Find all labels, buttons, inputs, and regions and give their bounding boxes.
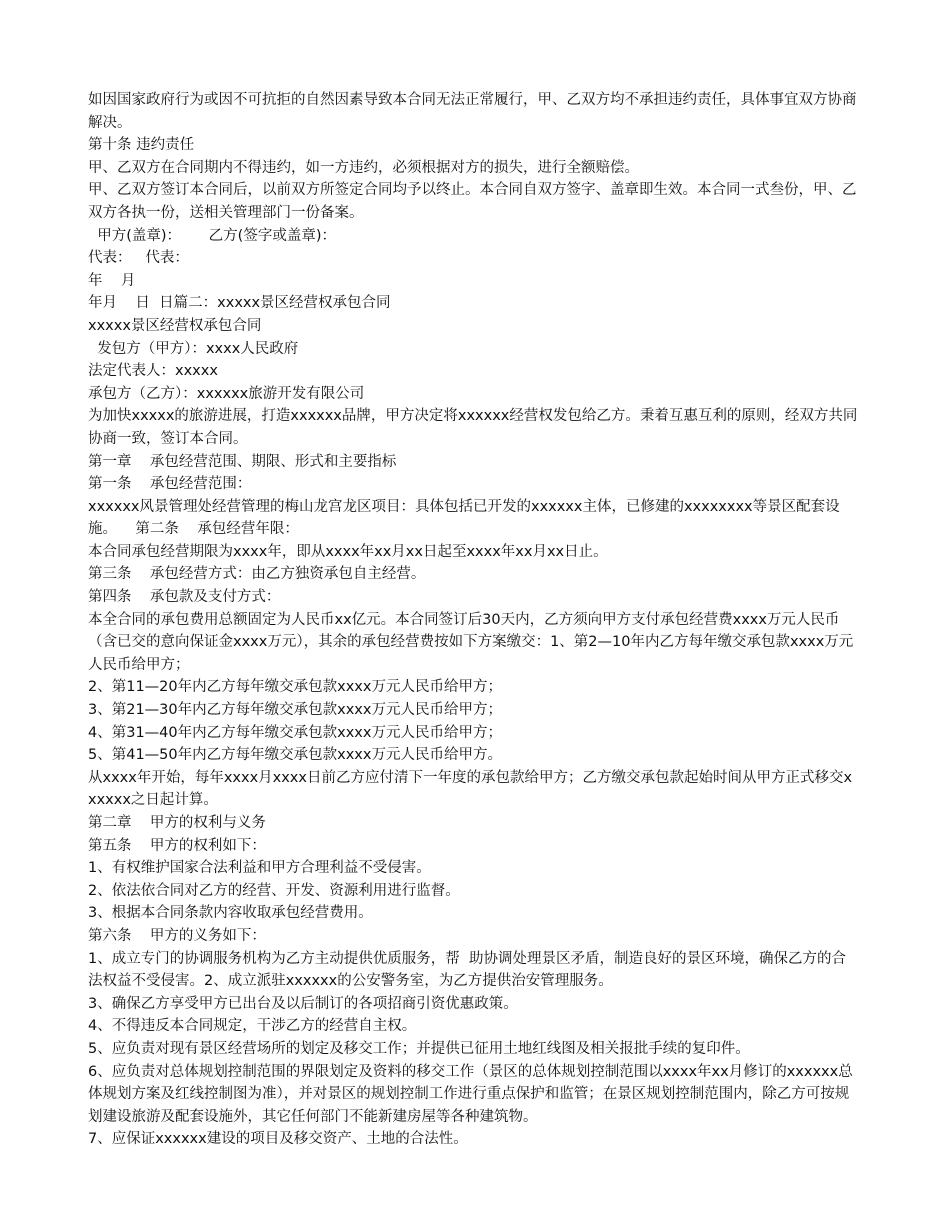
list-item: 5、应负责对现有景区经营场所的划定及移交工作；并提供已征用土地红线图及相关报批手续的复印件。	[88, 1040, 750, 1057]
article-heading: 第六条 甲方的义务如下：	[88, 927, 266, 944]
date-line: 年 月	[88, 272, 136, 289]
paragraph: 本全合同的承包费用总额固定为人民币xx亿元。本合同签订后30天内，乙方须向甲方支付承包经营费xxxx万元人民币（含已交的意向保证金xxxx万元），其余的承包经营费按如下方案缴交：1、第2—10年内乙方每年缴交承包款xxxx万元人民币给甲方；	[88, 611, 854, 673]
article-heading: 第五条 甲方的权利如下：	[88, 837, 266, 854]
article-heading: 第十条 违约责任	[88, 137, 195, 154]
list-item: 3、确保乙方享受甲方已出台及以后制订的各项招商引资优惠政策。	[88, 995, 518, 1012]
list-item: 4、第31—40年内乙方每年缴交承包款xxxx万元人民币给甲方；	[88, 724, 502, 741]
list-item: 5、第41—50年内乙方每年缴交承包款xxxx万元人民币给甲方。	[88, 747, 502, 764]
paragraph: 甲、乙双方签订本合同后，以前双方所签定合同均予以终止。本合同自双方签字、盖章即生效。本合同一式叁份，甲、乙双方各执一份，送相关管理部门一份备案。	[88, 182, 857, 221]
article-heading: 第一条 承包经营范围：	[88, 476, 252, 493]
document-body	[88, 89, 860, 1151]
party-b-line: 承包方（乙方）：xxxxxx旅游开发有限公司	[88, 385, 365, 402]
paragraph: 从xxxx年开始，每年xxxx月xxxx日前乙方应付清下一年度的承包款给甲方；乙方缴交承包款起始时间从甲方正式移交xxxxxx之日起计算。	[88, 769, 853, 809]
party-a-line: 发包方（甲方）：xxxx人民政府	[88, 340, 299, 357]
list-item: 3、根据本合同条款内容收取承包经营费用。	[88, 905, 373, 922]
paragraph: 甲、乙双方在合同期内不得违约，如一方违约，必须根据对方的损失，进行全额赔偿。	[88, 159, 639, 176]
signature-line: 甲方(盖章)： 乙方(签字或盖章)：	[88, 227, 336, 244]
list-item: 1、成立专门的协调服务机构为乙方主动提供优质服务，帮 助协调处理景区矛盾，制造良好的景区环境，确保乙方的合法权益不受侵害。2、成立派驻xxxxxx的公安警务室，为乙方提供治安管理服务。	[88, 950, 846, 990]
paragraph: 本合同承包经营期限为xxxx年，即从xxxx年xx月xx日起至xxxx年xx月xx日止。	[88, 543, 608, 560]
list-item: 2、依法依合同对乙方的经营、开发、资源利用进行监督。	[88, 882, 460, 899]
paragraph: 如因国家政府行为或因不可抗拒的自然因素导致本合同无法正常履行，甲、乙双方均不承担违约责任，具体事宜双方协商解决。	[88, 92, 857, 131]
article-heading: 第三条 承包经营方式：由乙方独资承包自主经营。	[88, 566, 426, 583]
legal-representative-line: 法定代表人：xxxxx	[88, 363, 218, 380]
list-item: 6、应负责对总体规划控制范围的界限划定及资料的移交工作（景区的总体规划控制范围以xxxx年xx月修订的xxxxxx总体规划方案及红线控制图为准），并对景区的规划控制工作进行重点保护和监管；在景区规划控制范围内，除乙方可按规划建设旅游及配套设施外，其它任何部门不能新建房屋等各种建筑物。	[88, 1063, 853, 1125]
chapter-heading: 第二章 甲方的权利与义务	[88, 815, 266, 831]
list-item: 4、不得违反本合同规定，干涉乙方的经营自主权。	[88, 1018, 417, 1035]
contract-title: xxxxx景区经营权承包合同	[88, 317, 262, 334]
list-item: 7、应保证xxxxxx建设的项目及移交资产、土地的合法性。	[88, 1131, 468, 1148]
article-heading: 第四条 承包款及支付方式：	[88, 589, 281, 606]
list-item: 1、有权维护国家合法利益和甲方合理利益不受侵害。	[88, 860, 431, 877]
chapter-heading: 第一章 承包经营范围、期限、形式和主要指标	[88, 453, 397, 470]
representative-line: 代表： 代表：	[88, 250, 189, 267]
list-item: 3、第21—30年内乙方每年缴交承包款xxxx万元人民币给甲方；	[88, 702, 502, 719]
paragraph: 为加快xxxxx的旅游进展，打造xxxxxx品牌，甲方决定将xxxxxx经营权发包给乙方。秉着互惠互利的原则，经双方共同协商一致，签订本合同。	[88, 408, 858, 447]
list-item: 2、第11—20年内乙方每年缴交承包款xxxx万元人民币给甲方；	[88, 679, 502, 696]
date-title-line: 年月 日 日篇二：xxxxx景区经营权承包合同	[88, 295, 391, 312]
paragraph: xxxxxx风景管理处经营管理的梅山龙宫龙区项目：具体包括已开发的xxxxxx主体，已修建的xxxxxxxx等景区配套设施。 第二条 承包经营年限：	[88, 498, 840, 538]
